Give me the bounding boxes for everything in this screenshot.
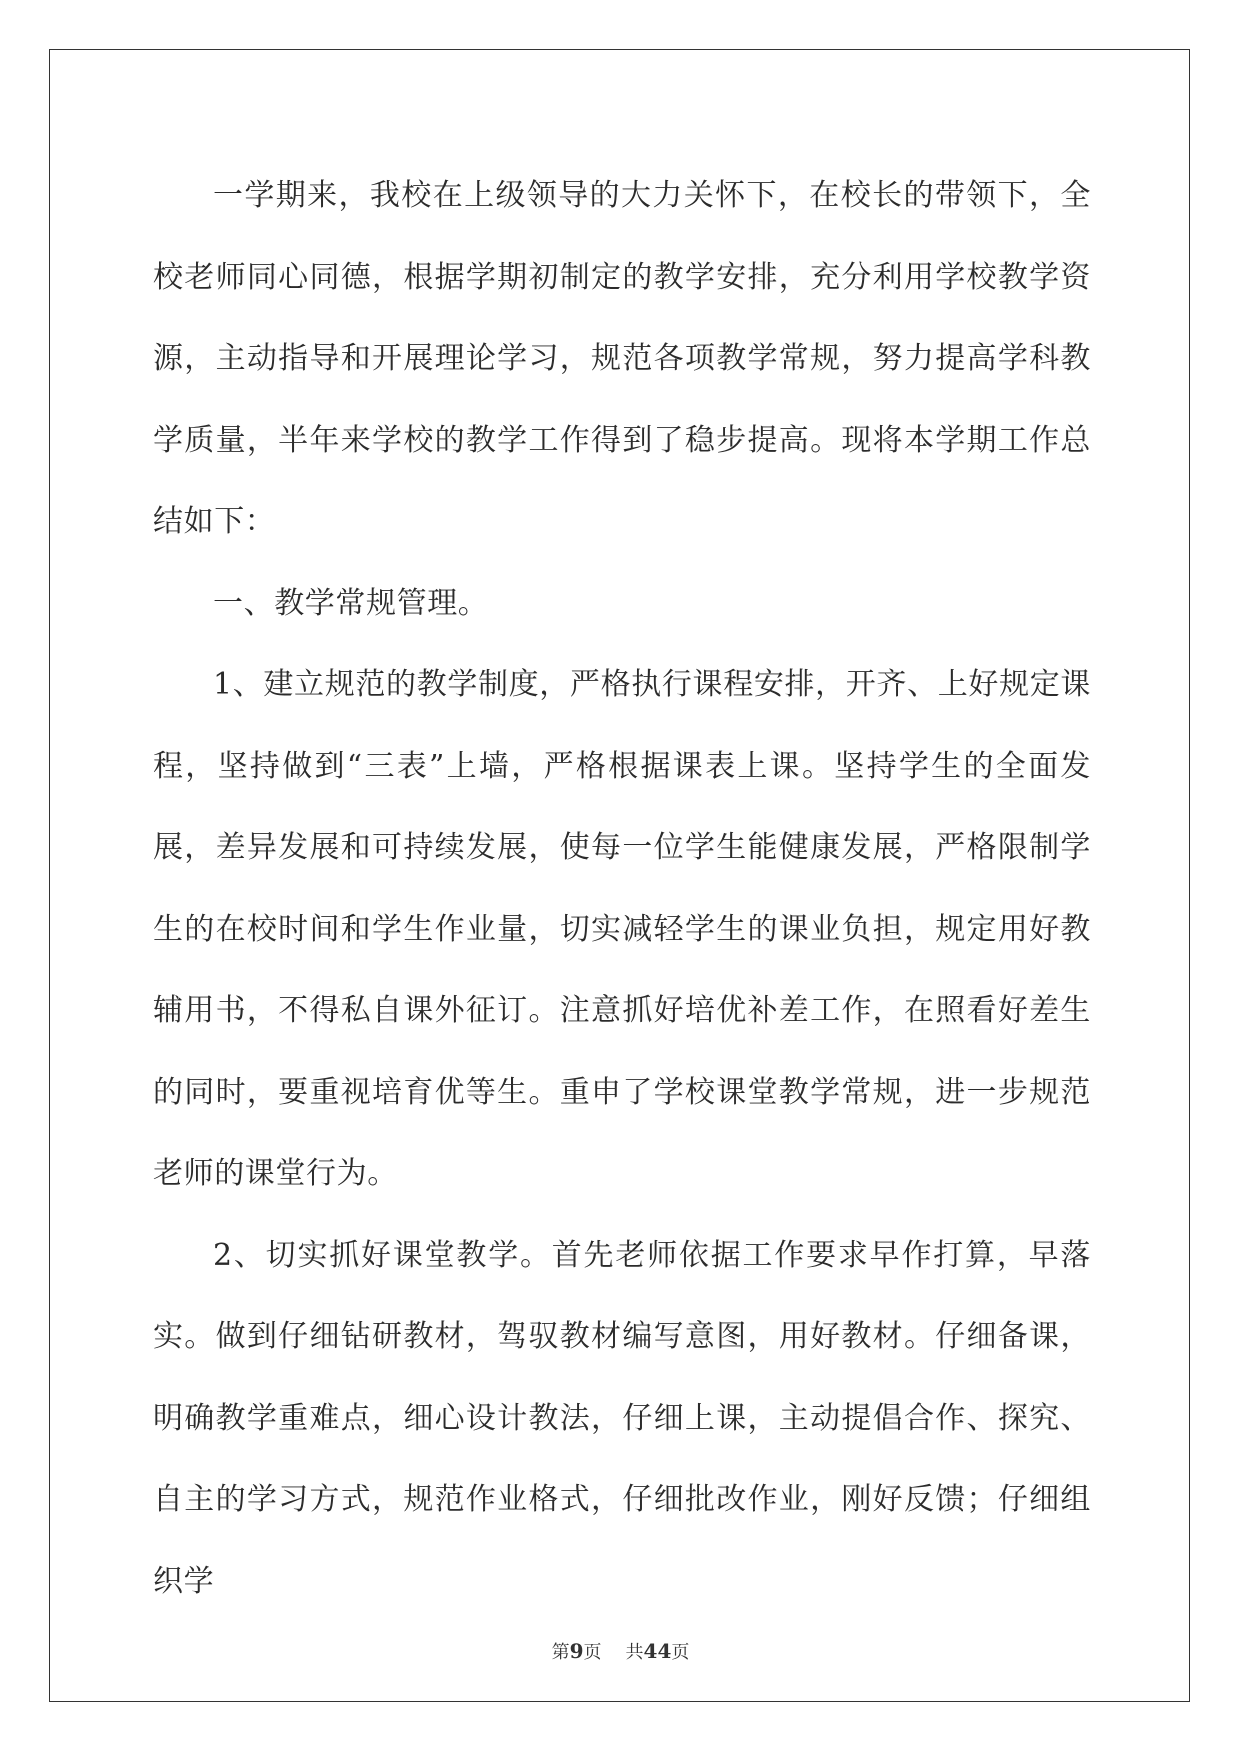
total-suffix: 页	[671, 1642, 690, 1663]
document-body	[153, 155, 1091, 1622]
page-number: 9	[569, 1639, 584, 1663]
page-suffix: 页	[583, 1642, 602, 1663]
page-footer	[0, 1638, 1241, 1664]
paragraph-item-1: 1、建立规范的教学制度，严格执行课程安排，开齐、上好规定课程，坚持做到“三表”上墙，严格根据课表上课。坚持学生的全面发展，差异发展和可持续发展，使每一位学生能健康发展，严格限制学生的在校时间和学生作业量，切实减轻学生的课业负担，规定用好教辅用书，不得私自课外征订。注意抓好培优补差工作，在照看好差生的同时，要重视培育优等生。重申了学校课堂教学常规，进一步规范老师的课堂行为。	[153, 667, 1091, 1191]
paragraph-item-2: 2、切实抓好课堂教学。首先老师依据工作要求早作打算，早落实。做到仔细钻研教材，驾驭教材编写意图，用好教材。仔细备课，明确教学重难点，细心设计教法，仔细上课，主动提倡合作、探究、自主的学习方式，规范作业格式，仔细批改作业，刚好反馈；仔细组织学	[153, 1237, 1091, 1599]
section-heading-teaching-routine: 一、教学常规管理。	[213, 585, 489, 621]
page-prefix: 第	[551, 1642, 570, 1663]
total-pages: 44	[643, 1639, 672, 1663]
paragraph-intro: 一学期来，我校在上级领导的大力关怀下，在校长的带领下，全校老师同心同德，根据学期初制定的教学安排，充分利用学校教学资源，主动指导和开展理论学习，规范各项教学常规，努力提高学科教学质量，半年来学校的教学工作得到了稳步提高。现将本学期工作总结如下：	[153, 178, 1091, 539]
total-prefix: 共	[625, 1642, 644, 1663]
